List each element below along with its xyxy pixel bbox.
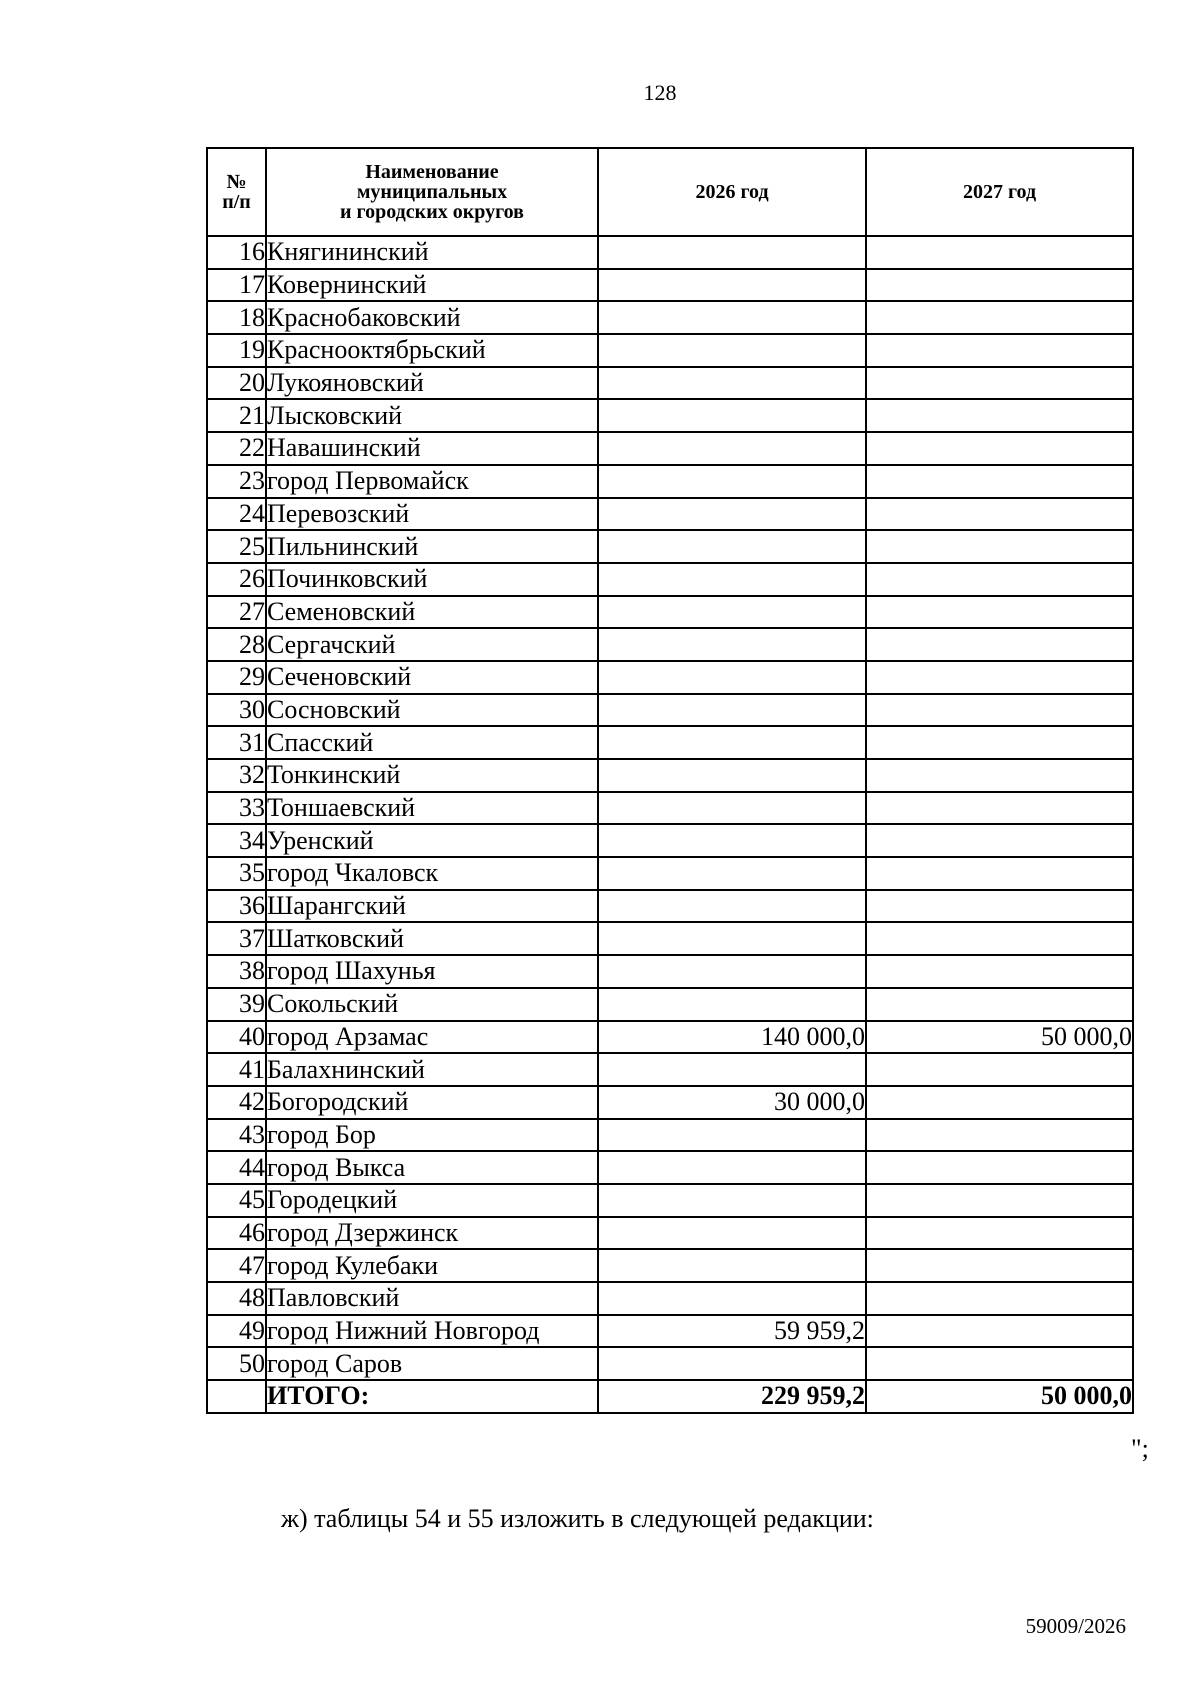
row-value-2027: [866, 1315, 1133, 1348]
total-number-cell: [207, 1380, 266, 1413]
row-value-2027: [866, 857, 1133, 890]
row-number: 24: [207, 498, 266, 531]
header-name-line3: и городских округов: [340, 201, 524, 223]
total-2027: 50 000,0: [866, 1380, 1133, 1413]
table-row: [207, 1249, 1133, 1282]
row-name: город Шахунья: [266, 955, 598, 988]
row-name: Городецкий: [266, 1184, 598, 1217]
row-value-2026: [598, 1282, 866, 1315]
row-value-2026: [598, 432, 866, 465]
total-row: [207, 1380, 1133, 1413]
row-value-2027: [866, 922, 1133, 955]
row-number: 27: [207, 596, 266, 629]
row-value-2026: [598, 596, 866, 629]
row-number: 19: [207, 334, 266, 367]
row-name: Богородский: [266, 1086, 598, 1119]
table-row: [207, 1282, 1133, 1315]
row-value-2026: [598, 955, 866, 988]
row-number: 45: [207, 1184, 266, 1217]
row-name: город Кулебаки: [266, 1249, 598, 1282]
row-value-2026: [598, 1119, 866, 1152]
row-name: город Дзержинск: [266, 1217, 598, 1250]
row-number: 30: [207, 694, 266, 727]
table-row: [207, 824, 1133, 857]
row-value-2026: [598, 334, 866, 367]
row-value-2026: [598, 1184, 866, 1217]
table-row: [207, 301, 1133, 334]
row-value-2026: [598, 988, 866, 1021]
row-value-2026: 140 000,0: [598, 1021, 866, 1054]
row-value-2027: [866, 988, 1133, 1021]
row-value-2026: [598, 367, 866, 400]
row-value-2026: [598, 857, 866, 890]
row-value-2027: [866, 824, 1133, 857]
row-value-2027: [866, 955, 1133, 988]
row-number: 21: [207, 399, 266, 432]
row-value-2027: [866, 465, 1133, 498]
row-number: 16: [207, 236, 266, 269]
row-value-2026: [598, 759, 866, 792]
row-number: 22: [207, 432, 266, 465]
row-number: 20: [207, 367, 266, 400]
row-value-2026: [598, 301, 866, 334]
row-name: Шатковский: [266, 922, 598, 955]
row-value-2026: [598, 628, 866, 661]
row-value-2027: [866, 334, 1133, 367]
row-number: 23: [207, 465, 266, 498]
row-number: 35: [207, 857, 266, 890]
row-number: 43: [207, 1119, 266, 1152]
table-row: [207, 465, 1133, 498]
row-value-2026: [598, 1151, 866, 1184]
row-value-2026: [598, 1053, 866, 1086]
row-value-2027: [866, 792, 1133, 825]
row-name: Сосновский: [266, 694, 598, 727]
row-name: Лукояновский: [266, 367, 598, 400]
row-number: 34: [207, 824, 266, 857]
row-number: 31: [207, 726, 266, 759]
row-name: Сокольский: [266, 988, 598, 1021]
table-row: [207, 596, 1133, 629]
table-header: [207, 148, 1133, 236]
table-row: [207, 432, 1133, 465]
table-row: [207, 236, 1133, 269]
row-name: Пильнинский: [266, 530, 598, 563]
row-number: 25: [207, 530, 266, 563]
row-value-2026: [598, 890, 866, 923]
table-row: [207, 1053, 1133, 1086]
table-row: [207, 1347, 1133, 1380]
row-value-2026: [598, 694, 866, 727]
row-value-2027: [866, 1151, 1133, 1184]
table-row: [207, 1151, 1133, 1184]
row-value-2027: [866, 1119, 1133, 1152]
row-value-2027: [866, 1217, 1133, 1250]
row-name: Навашинский: [266, 432, 598, 465]
header-number: [207, 148, 266, 236]
table-row: [207, 530, 1133, 563]
row-value-2026: 59 959,2: [598, 1315, 866, 1348]
row-value-2026: [598, 824, 866, 857]
row-value-2027: [866, 269, 1133, 302]
row-number: 17: [207, 269, 266, 302]
row-value-2027: [866, 1282, 1133, 1315]
row-name: Балахнинский: [266, 1053, 598, 1086]
document-code: 59009/2026: [1025, 1614, 1126, 1638]
table-row: [207, 661, 1133, 694]
row-value-2027: [866, 301, 1133, 334]
row-value-2027: [866, 367, 1133, 400]
row-name: Уренский: [266, 824, 598, 857]
table-row: [207, 399, 1133, 432]
row-value-2026: [598, 922, 866, 955]
table-row: [207, 792, 1133, 825]
row-number: 28: [207, 628, 266, 661]
header-row: [207, 148, 1133, 236]
table-row: [207, 1184, 1133, 1217]
row-name: Краснооктябрьский: [266, 334, 598, 367]
row-name: Спасский: [266, 726, 598, 759]
row-number: 41: [207, 1053, 266, 1086]
table-row: [207, 498, 1133, 531]
row-number: 40: [207, 1021, 266, 1054]
row-value-2027: [866, 694, 1133, 727]
row-number: 32: [207, 759, 266, 792]
table-row: [207, 955, 1133, 988]
row-name: город Бор: [266, 1119, 598, 1152]
row-name: Починковский: [266, 563, 598, 596]
row-name: Тоншаевский: [266, 792, 598, 825]
row-value-2026: [598, 563, 866, 596]
table-row: [207, 563, 1133, 596]
table-row: [207, 759, 1133, 792]
header-name-line2: муниципальных: [356, 181, 508, 203]
row-number: 50: [207, 1347, 266, 1380]
row-value-2026: [598, 399, 866, 432]
row-name: город Чкаловск: [266, 857, 598, 890]
total-label: ИТОГО:: [266, 1380, 598, 1413]
table-row: [207, 922, 1133, 955]
row-name: Шарангский: [266, 890, 598, 923]
total-2026: 229 959,2: [598, 1380, 866, 1413]
row-number: 49: [207, 1315, 266, 1348]
table-row: [207, 334, 1133, 367]
table-row: [207, 1086, 1133, 1119]
row-number: 26: [207, 563, 266, 596]
table-row: [207, 1021, 1133, 1054]
row-name: Сергачский: [266, 628, 598, 661]
row-number: 18: [207, 301, 266, 334]
row-value-2027: [866, 1347, 1133, 1380]
header-number-line1: №: [226, 171, 247, 193]
header-number-line2: п/п: [222, 191, 251, 213]
row-value-2026: [598, 465, 866, 498]
table-row: [207, 890, 1133, 923]
row-name: Перевозский: [266, 498, 598, 531]
row-value-2026: 30 000,0: [598, 1086, 866, 1119]
row-value-2026: [598, 1217, 866, 1250]
row-value-2026: [598, 236, 866, 269]
row-number: 38: [207, 955, 266, 988]
row-number: 29: [207, 661, 266, 694]
header-year-2027: 2027 год: [866, 148, 1133, 236]
row-value-2027: [866, 432, 1133, 465]
row-name: Княгининский: [266, 236, 598, 269]
row-number: 44: [207, 1151, 266, 1184]
table-body: [207, 236, 1133, 1413]
row-value-2027: [866, 1184, 1133, 1217]
row-number: 46: [207, 1217, 266, 1250]
row-value-2026: [598, 1347, 866, 1380]
table-row: [207, 367, 1133, 400]
row-name: Семеновский: [266, 596, 598, 629]
row-value-2026: [598, 661, 866, 694]
table-row: [207, 857, 1133, 890]
row-number: 33: [207, 792, 266, 825]
row-number: 39: [207, 988, 266, 1021]
row-number: 37: [207, 922, 266, 955]
row-value-2027: [866, 1053, 1133, 1086]
row-value-2026: [598, 530, 866, 563]
row-value-2026: [598, 269, 866, 302]
table-row: [207, 988, 1133, 1021]
row-number: 48: [207, 1282, 266, 1315]
row-name: Тонкинский: [266, 759, 598, 792]
row-value-2027: [866, 628, 1133, 661]
table-row: [207, 628, 1133, 661]
header-year-2026: 2026 год: [598, 148, 866, 236]
table-row: [207, 694, 1133, 727]
row-name: Сеченовский: [266, 661, 598, 694]
body-paragraph: ж) таблицы 54 и 55 изложить в следующей редакции:: [281, 1504, 874, 1533]
row-name: Лысковский: [266, 399, 598, 432]
allocation-table: [206, 147, 1134, 1414]
row-value-2027: [866, 661, 1133, 694]
row-value-2027: 50 000,0: [866, 1021, 1133, 1054]
row-value-2027: [866, 236, 1133, 269]
table-row: [207, 1119, 1133, 1152]
row-value-2026: [598, 792, 866, 825]
header-name: [266, 148, 598, 236]
row-value-2026: [598, 498, 866, 531]
row-value-2027: [866, 399, 1133, 432]
row-number: 42: [207, 1086, 266, 1119]
row-value-2027: [866, 1086, 1133, 1119]
row-name: город Первомайск: [266, 465, 598, 498]
row-value-2026: [598, 1249, 866, 1282]
table-row: [207, 1217, 1133, 1250]
table-row: [207, 726, 1133, 759]
page-number: 128: [643, 80, 677, 105]
row-number: 47: [207, 1249, 266, 1282]
row-value-2026: [598, 726, 866, 759]
row-value-2027: [866, 498, 1133, 531]
row-value-2027: [866, 596, 1133, 629]
row-name: Ковернинский: [266, 269, 598, 302]
header-name-line1: Наименование: [365, 161, 499, 183]
row-value-2027: [866, 890, 1133, 923]
row-value-2027: [866, 563, 1133, 596]
row-value-2027: [866, 530, 1133, 563]
row-name: город Саров: [266, 1347, 598, 1380]
row-name: Павловский: [266, 1282, 598, 1315]
table-row: [207, 1315, 1133, 1348]
row-value-2027: [866, 759, 1133, 792]
row-name: город Выкса: [266, 1151, 598, 1184]
closing-quote: ";: [1131, 1434, 1149, 1463]
table-row: [207, 269, 1133, 302]
row-name: Краснобаковский: [266, 301, 598, 334]
row-number: 36: [207, 890, 266, 923]
row-value-2027: [866, 726, 1133, 759]
row-name: город Нижний Новгород: [266, 1315, 598, 1348]
row-name: город Арзамас: [266, 1021, 598, 1054]
row-value-2027: [866, 1249, 1133, 1282]
